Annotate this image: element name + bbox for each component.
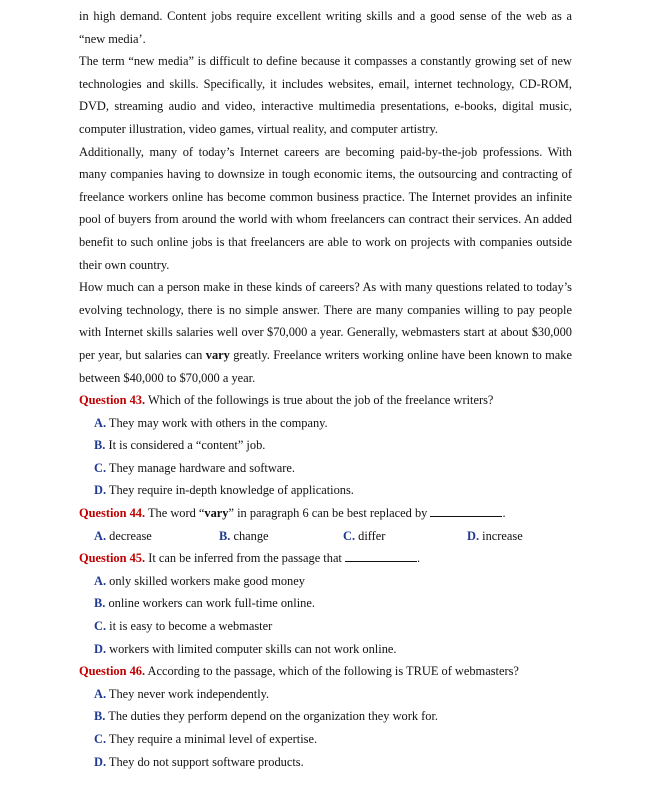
option-letter: A.	[94, 415, 107, 430]
question-44-keyword: vary	[204, 506, 229, 521]
option-text: They manage hardware and software.	[106, 460, 296, 475]
q46-option-c[interactable]	[79, 728, 572, 751]
option-text: change	[230, 528, 269, 543]
option-letter: D.	[94, 754, 107, 769]
option-letter: D.	[467, 528, 480, 543]
q46-option-b[interactable]	[79, 705, 572, 728]
question-43-stem: Which of the followings is true about the job of the freelance writers?	[145, 393, 494, 408]
option-letter: C.	[343, 528, 356, 543]
option-letter: C.	[94, 732, 107, 746]
paragraph-3: Additionally, many of today’s Internet careers are becoming paid-by-the-job professions. With many companies having to downsize in tough economic items, the outsourcing and contracting of freelance workers online has become common business practice. The Internet provides an infinite pool of buyers from around the world with whom freelancers can contract their services. An added benefit to such online jobs is that freelancers are able to work on projects with companies outside their own country.	[79, 144, 572, 272]
paragraph-1: in high demand. Content jobs require excellent writing skills and a good sense of the web as a “new media’.	[79, 9, 572, 46]
answer-blank[interactable]	[430, 505, 502, 517]
question-45-stem: It can be inferred from the passage that	[145, 551, 345, 566]
question-46-label: Question 46.	[79, 664, 146, 679]
paragraph-4	[79, 276, 572, 389]
option-letter: B.	[94, 438, 106, 453]
q45-option-a[interactable]	[79, 570, 572, 593]
question-44-stem-b: ” in paragraph 6 can be best replaced by	[228, 506, 431, 521]
question-44-label: Question 44.	[79, 506, 146, 521]
option-text: decrease	[106, 528, 152, 543]
question-44-stem-a: The word “	[145, 506, 205, 521]
question-43-label: Question 43.	[79, 393, 146, 408]
option-letter: C.	[94, 619, 107, 634]
option-text: only skilled workers make good money	[106, 573, 305, 588]
option-text: They do not support software products.	[106, 754, 304, 769]
q44-option-d[interactable]	[467, 525, 523, 548]
option-letter: A.	[94, 573, 107, 588]
q44-options-row	[79, 525, 572, 548]
option-text: They never work independently.	[106, 686, 270, 701]
q45-option-c[interactable]	[79, 615, 572, 638]
option-text: differ	[355, 528, 386, 543]
option-letter: B.	[219, 528, 231, 543]
question-46	[79, 660, 572, 683]
question-46-stem: According to the passage, which of the following is TRUE of webmasters?	[145, 664, 519, 679]
option-text: It is considered a “content” job.	[105, 438, 266, 453]
q44-option-c[interactable]	[343, 525, 467, 548]
option-letter: D.	[94, 641, 107, 656]
option-text: it is easy to become a webmaster	[106, 619, 273, 634]
q43-option-b[interactable]	[79, 434, 572, 457]
q46-option-a[interactable]	[79, 683, 572, 706]
option-letter: B.	[94, 596, 106, 611]
paragraph-4-text-a: How much can a person make in these kinds of careers? As with many questions related to today’s evolving technology, there is no simple answer. There are many companies willing to pay people with Internet skills salaries well over $70,000 a year. Generally, webmasters start at about $30,000 per year, but salaries can	[79, 280, 572, 362]
option-letter: B.	[94, 709, 106, 724]
question-45-stem-end: .	[416, 551, 421, 566]
q46-option-d[interactable]	[79, 751, 572, 774]
q43-option-c[interactable]	[79, 457, 572, 480]
option-text: workers with limited computer skills can not work online.	[106, 641, 397, 656]
question-44	[79, 502, 572, 525]
q43-option-a[interactable]	[79, 412, 572, 435]
q44-option-b[interactable]	[219, 525, 343, 548]
option-text: The duties they perform depend on the organization they work for.	[105, 709, 438, 724]
reading-passage	[79, 5, 572, 773]
question-45-label: Question 45.	[79, 551, 146, 566]
option-text: They may work with others in the company.	[106, 415, 328, 430]
question-44-stem-end: .	[502, 506, 506, 521]
question-43	[79, 389, 572, 412]
q44-option-a[interactable]	[94, 525, 219, 548]
answer-blank[interactable]	[345, 550, 417, 562]
option-letter: C.	[94, 460, 107, 475]
paragraph-2: The term “new media” is difficult to define because it compasses a constantly growing set of new technologies and skills. Specifically, it includes websites, email, internet technology, CD-ROM, DVD, streaming audio and video, interactive multimedia presentations, e-books, digital music, computer illustration, video games, virtual reality, and computer artistry.	[79, 54, 572, 136]
q43-option-d[interactable]	[79, 479, 572, 502]
keyword-vary: vary	[205, 347, 230, 362]
q45-option-b[interactable]	[79, 592, 572, 615]
option-text: online workers can work full-time online.	[105, 596, 315, 611]
q45-option-d[interactable]	[79, 638, 572, 661]
option-text: They require in-depth knowledge of applications.	[106, 483, 354, 498]
option-text: increase	[479, 528, 523, 543]
paragraph-4-text-b: greatly. Freelance writers working online have been known to make between $40,000 to $70,000 a year.	[79, 347, 572, 385]
option-letter: A.	[94, 686, 107, 701]
option-letter: A.	[94, 528, 107, 543]
document-page	[0, 5, 650, 792]
question-45	[79, 547, 572, 570]
option-text: They require a minimal level of expertise.	[106, 732, 318, 746]
option-letter: D.	[94, 483, 107, 498]
